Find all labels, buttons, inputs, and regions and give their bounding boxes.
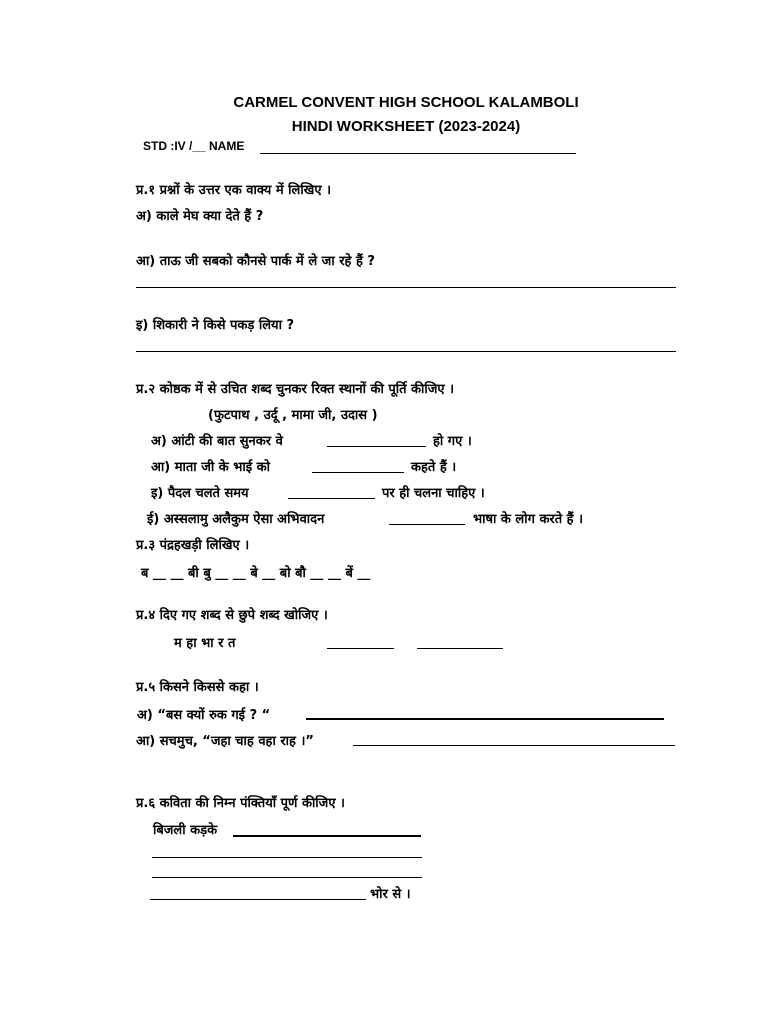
q6-heading: प्र.६ कविता की निम्न पंक्तियाँ पूर्ण कीजिए ।: [136, 796, 345, 811]
poem-blank-line: [150, 899, 366, 900]
q2-item-post: कहते हैं ।: [411, 460, 457, 475]
blank-line: [389, 524, 465, 525]
answer-line: [136, 351, 676, 352]
blank-line: [417, 648, 503, 649]
q2-item-pre: अ) आंटी की बात सुनकर वे: [151, 434, 283, 449]
school-name: CARMEL CONVENT HIGH SCHOOL KALAMBOLI: [233, 94, 579, 111]
name-line: [260, 153, 576, 154]
blank-line: [327, 446, 426, 447]
answer-line: [353, 745, 675, 746]
poem-line-4-end: भोर से ।: [370, 887, 411, 902]
q2-item-post: हो गए ।: [433, 434, 472, 449]
blank-line: [288, 498, 375, 499]
std-name-label: STD :IV /__ NAME: [143, 139, 245, 153]
worksheet-title: HINDI WORKSHEET (2023-2024): [291, 118, 521, 135]
poem-line-1: बिजली कड़के: [153, 823, 218, 838]
q2-item-pre: आ) माता जी के भाई को: [151, 460, 271, 475]
q2-item-pre: इ) पैदल चलते समय: [151, 486, 249, 501]
blank-line: [312, 472, 404, 473]
q3-row: ब __ __ बी बु __ __ बे __ बो बौ __ __ बें __: [141, 566, 371, 581]
blank-line: [327, 648, 394, 649]
q2-options: (फुटपाथ , उर्दू , मामा जी, उदास ): [208, 408, 378, 423]
q5-b: आ) सचमुच, “जहा चाह वहा राह ।”: [136, 734, 314, 749]
q2-item-post: पर ही चलना चाहिए ।: [382, 486, 485, 501]
poem-blank-line: [152, 857, 422, 858]
q1-c: इ) शिकारी ने किसे पकड़ लिया ?: [136, 318, 295, 333]
q5-a: अ) “बस क्यों रुक गई ? “: [137, 708, 271, 723]
q2-heading: प्र.२ कोष्ठक में से उचित शब्द चुनकर रिक्त स्थानों की पूर्ति कीजिए ।: [136, 382, 455, 397]
answer-line: [136, 287, 676, 288]
q4-word: म हा भा र त: [174, 636, 236, 651]
answer-line: [306, 718, 664, 720]
q3-heading: प्र.३ पंद्रहखड़ी लिखिए ।: [136, 538, 250, 553]
poem-blank-line: [233, 835, 421, 837]
q1-a: अ) काले मेघ क्या देते हैं ?: [136, 209, 264, 224]
q5-heading: प्र.५ किसने किससे कहा ।: [136, 680, 259, 695]
q1-b: आ) ताऊ जी सबको कौनसे पार्क में ले जा रहे हैं ?: [136, 254, 375, 269]
q1-heading: प्र.१ प्रश्नों के उत्तर एक वाक्य में लिखिए ।: [136, 183, 332, 198]
poem-blank-line: [152, 877, 422, 878]
q2-item-pre: ई) अस्सलामु अलैकुम ऐसा अभिवादन: [147, 512, 325, 527]
q4-heading: प्र.४ दिए गए शब्द से छुपे शब्द खोजिए ।: [136, 608, 328, 623]
q2-item-post: भाषा के लोग करते हैं ।: [473, 512, 584, 527]
